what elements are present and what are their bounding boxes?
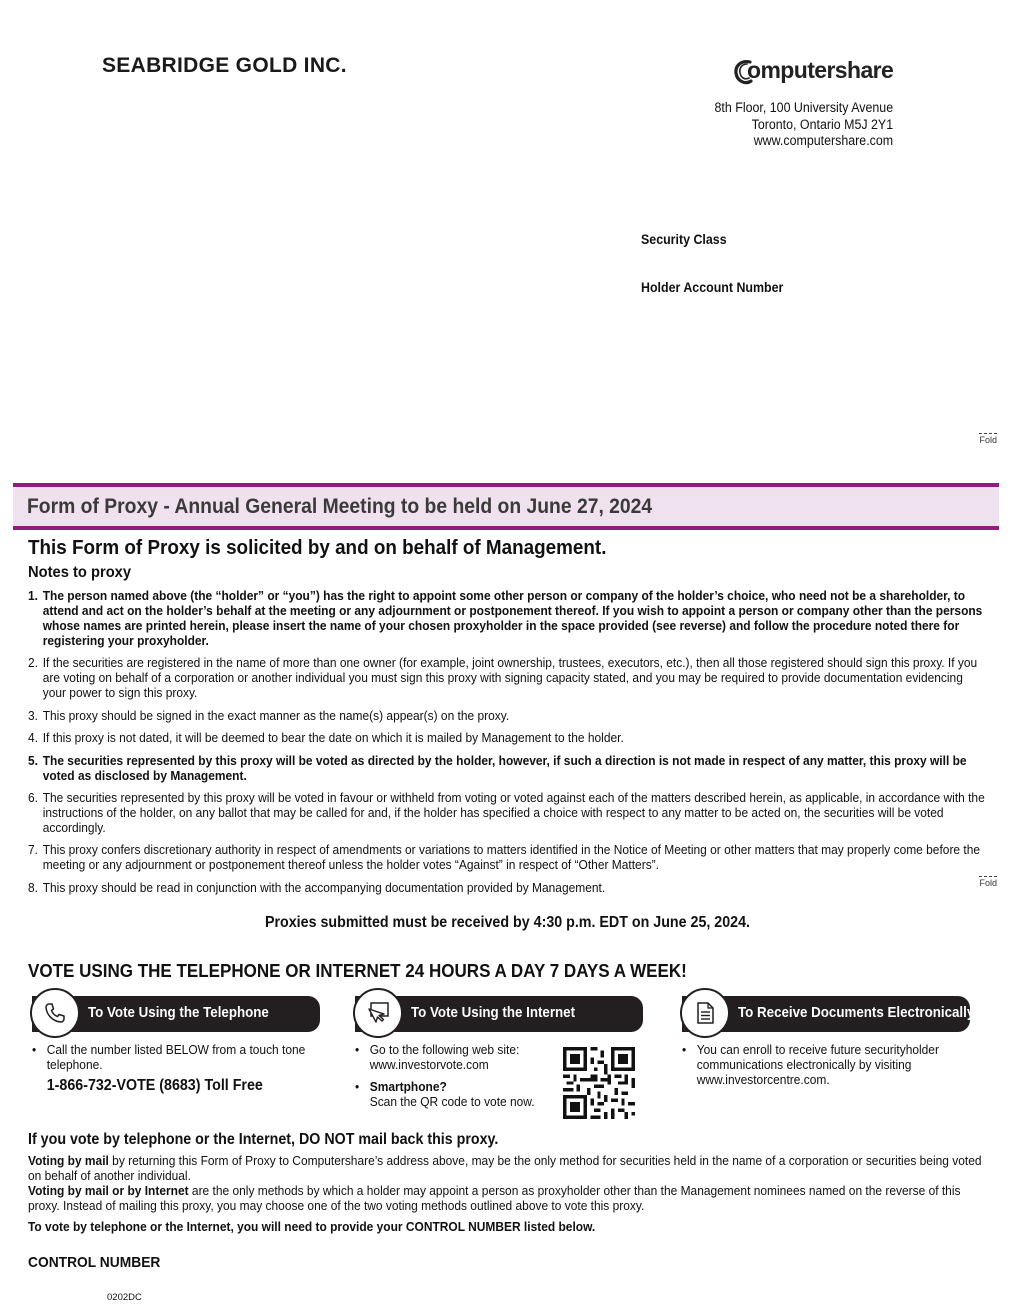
note-item: 6. The securities represented by this proxy will be voted in favour or withheld from voting or voted against each of the matters described herein, as applicable, in accordance with the instructions of the holder, on any ballot that may be called for and, if the holder has specified a choice with respect to any matter to be acted on, the securities will be voted accordingly.: [28, 789, 985, 835]
vote-methods-heading: VOTE USING THE TELEPHONE OR INTERNET 24 HOURS A DAY 7 DAYS A WEEK!: [28, 960, 687, 981]
mail-paragraph-2: Voting by mail or by Internet are the only methods by which a holder may appoint a person as proxyholder other than the Management nominees named on the reverse of this proxy. Instead of mailing this proxy, you may choose one of the two voting methods outlined above to vote this proxy.: [28, 1183, 961, 1213]
electronic-delivery-label: To Receive Documents Electronically: [738, 1005, 975, 1021]
mail-paragraph-1: Voting by mail by returning this Form of Proxy to Computershare’s address above, may be the only method for securities held in the name of a corporation or securities being voted on behalf of another individual.: [28, 1153, 982, 1183]
electronic-delivery-header: [682, 996, 975, 1032]
security-class-label: Security Class: [641, 232, 727, 247]
note-item: 4. If this proxy is not dated, it will be deemed to bear the date on which it is mailed by Management to the holder.: [28, 730, 624, 746]
control-number-label: CONTROL NUMBER: [28, 1254, 161, 1271]
note-item: 1. The person named above (the “holder” or “you”) has the right to appoint some other person or company of the holder’s choice, who need not be a shareholder, to attend and act on the holder’s behalf at the meeting or any adjournment or postponement thereof. If you wish to appoint a person or company other than the persons whose names are printed herein, please insert the name of your chosen proxyholder in the space provided (see reverse) and follow the procedure noted there for registering your proxyholder.: [28, 588, 983, 648]
form-title: Form of Proxy - Annual General Meeting to be held on June 27, 2024: [27, 495, 653, 518]
website-bullet: [355, 1042, 548, 1072]
note-item: 5. The securities represented by this proxy will be voted as directed by the holder, however, if such a direction is not made in respect of any matter, this proxy will be voted as disclosed by Management.: [28, 752, 967, 783]
electronic-instructions: [682, 1042, 958, 1087]
mail-voting-text: [28, 1153, 989, 1213]
investorvote-link[interactable]: www.investorvote.com: [369, 1057, 489, 1072]
computershare-address: [714, 100, 893, 150]
solicitation-statement: This Form of Proxy is solicited by and on behalf of Management.: [28, 536, 607, 559]
form-title-band: [13, 483, 999, 530]
computer-cursor-icon: [353, 988, 403, 1038]
form-code: 0202DC: [107, 1292, 142, 1303]
holder-account-label: Holder Account Number: [641, 280, 784, 295]
investorcentre-bullet: • You can enroll to receive future securityholder communications electronically by visiting www.investorcentre.com.: [682, 1042, 958, 1087]
telephone-instructions: [32, 1042, 308, 1093]
smartphone-bullet: [355, 1079, 548, 1109]
fold-mark-middle: Fold: [979, 878, 997, 888]
telephone-number[interactable]: 1-866-732-VOTE (8683) Toll Free: [46, 1077, 263, 1094]
company-name: SEABRIDGE GOLD INC.: [102, 54, 347, 77]
address-line-2: Toronto, Ontario M5J 2Y1: [751, 116, 893, 132]
computershare-logo: [733, 57, 893, 87]
document-icon: [680, 988, 730, 1038]
do-not-mail-heading: If you vote by telephone or the Internet, DO NOT mail back this proxy.: [28, 1131, 499, 1148]
submission-deadline: Proxies submitted must be received by 4:30 p.m. EDT on June 25, 2024.: [264, 914, 751, 931]
phone-icon: [30, 988, 80, 1038]
fold-mark-top: Fold: [979, 435, 997, 445]
address-website: www.computershare.com: [753, 133, 893, 148]
notes-list: [28, 588, 985, 902]
logo-wordmark: omputershare: [747, 57, 894, 83]
note-item: 7. This proxy confers discretionary authority in respect of amendments or variations to matters identified in the Notice of Meeting or other matters that may properly come before the meeting or any adjournment or postponement thereof unless the holder votes “Against” in respect of “Other Matters”.: [28, 842, 981, 873]
smartphone-text: Scan the QR code to vote now.: [369, 1094, 535, 1109]
control-number-intro: To vote by telephone or the Internet, you will need to provide your CONTROL NUMBER listed below.: [28, 1219, 596, 1234]
address-line-1: 8th Floor, 100 University Avenue: [714, 100, 893, 115]
internet-vote-label: To Vote Using the Internet: [411, 1005, 576, 1021]
website-intro: • Go to the following web site:: [369, 1042, 520, 1057]
note-item: 3. This proxy should be signed in the exact manner as the name(s) appear(s) on the proxy.: [28, 707, 510, 723]
qr-code-icon[interactable]: [563, 1047, 635, 1119]
smartphone-title: • Smartphone?: [369, 1079, 447, 1094]
note-item: 2. If the securities are registered in the name of more than one owner (for example, joint ownership, trustees, executors, etc.), then all those registered should sign this proxy. If you are voting on behalf of a corporation or another individual you must sign this proxy with signing capacity stated, and you may be required to provide documentation evidencing your power to sign this proxy.: [28, 655, 978, 701]
notes-heading: Notes to proxy: [28, 564, 132, 581]
internet-instructions: [355, 1042, 548, 1109]
telephone-vote-label: To Vote Using the Telephone: [88, 1005, 269, 1021]
note-item: 8. This proxy should be read in conjunction with the accompanying documentation provided by Management.: [28, 879, 606, 895]
internet-vote-header: [355, 996, 643, 1032]
telephone-vote-header: [32, 996, 320, 1032]
telephone-bullet: • Call the number listed BELOW from a touch tone telephone.: [32, 1042, 308, 1072]
